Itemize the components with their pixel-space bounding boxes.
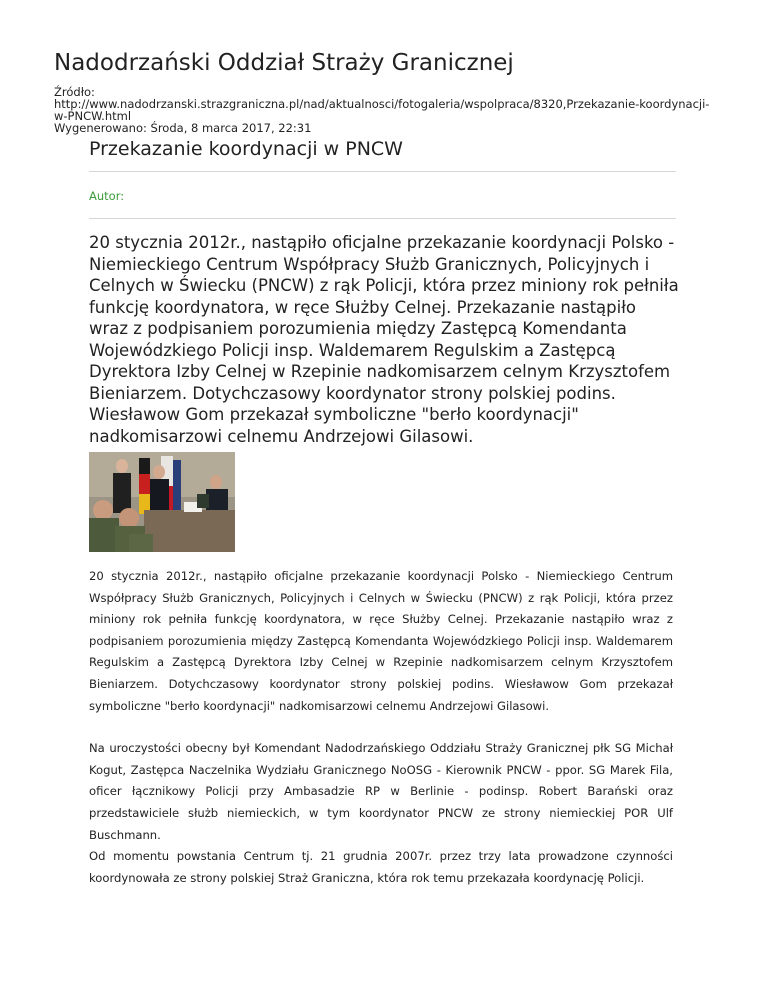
article-title: Przekazanie koordynacji w PNCW [89,138,403,160]
source-url[interactable]: http://www.nadodrzanski.strazgraniczna.pl/nad/aktualnosci/fotogaleria/wspolpraca/8320,Przekazanie-koordynacji-w-PNCW.html [54,97,710,123]
article-photo[interactable] [89,452,235,552]
article-lead: 20 stycznia 2012r., nastąpiło oficjalne przekazanie koordynacji Polsko - Niemieckiego Centrum Współpracy Służb Granicznych, Policyjnych i Celnych w Świecku (PNCW) z rąk Policji, która przez miniony rok pełniła funkcję koordynatora, w ręce Służby Celnej. Przekazanie nastąpiło wraz z podpisaniem porozumienia między Zastępcą Komendanta Wojewódzkiego Policji insp. Waldemarem Regulskim a Zastępcą Dyrektora Izby Celnej w Rzepinie nadkomisarzem celnym Krzysztofem Bieniarzem. Dotychczasowy koordynator strony polskiej podins. Wiesławow Gom przekazał symboliczne "berło koordynacji" nadkomisarzowi celnemu Andrzejowi Gilasowi. [89,233,679,446]
author-label: Autor: [89,189,125,203]
generated-date: Wygenerowano: Środa, 8 marca 2017, 22:31 [54,121,312,135]
paragraph: Od momentu powstania Centrum tj. 21 grudnia 2007r. przez trzy lata prowadzone czynności koordynowała ze strony polskiej Straż Graniczna, która rok temu przekazała koordynację Policji. [89,849,673,885]
site-title: Nadodrzański Oddział Straży Granicznej [54,50,514,76]
divider [89,171,676,172]
photo-illustration [89,452,235,552]
paragraph: 20 stycznia 2012r., nastąpiło oficjalne przekazanie koordynacji Polsko - Niemieckiego Centrum Współpracy Służb Granicznych, Policyjnych i Celnych w Świecku (PNCW) z rąk Policji, która przez miniony rok pełniła funkcję koordynatora, w ręce Służby Celnej. Przekazanie nastąpiło wraz z podpisaniem porozumienia między Zastępcą Komendanta Wojewódzkiego Policji insp. Waldemarem Regulskim a Zastępcą Dyrektora Izby Celnej w Rzepinie nadkomisarzem celnym Krzysztofem Bieniarzem. Dotychczasowy koordynator strony polskiej podins. Wiesławow Gom przekazał symboliczne "berło koordynacji" nadkomisarzowi celnemu Andrzejowi Gilasowi. [89,569,673,713]
divider [89,218,676,219]
document-meta [54,86,714,134]
article-body [89,566,673,889]
paragraph: Na uroczystości obecny był Komendant Nadodrzańskiego Oddziału Straży Granicznej płk SG Michał Kogut, Zastępca Naczelnika Wydziału Granicznego NoOSG - Kierownik PNCW - ppor. SG Marek Fila, oficer łącznikowy Policji przy Ambasadzie RP w Berlinie - podinsp. Robert Barański oraz przedstawiciele służb niemieckich, w tym koordynator PNCW ze strony niemieckiej POR Ulf Buschmann. [89,741,673,842]
source-label: Źródło: [54,85,95,99]
